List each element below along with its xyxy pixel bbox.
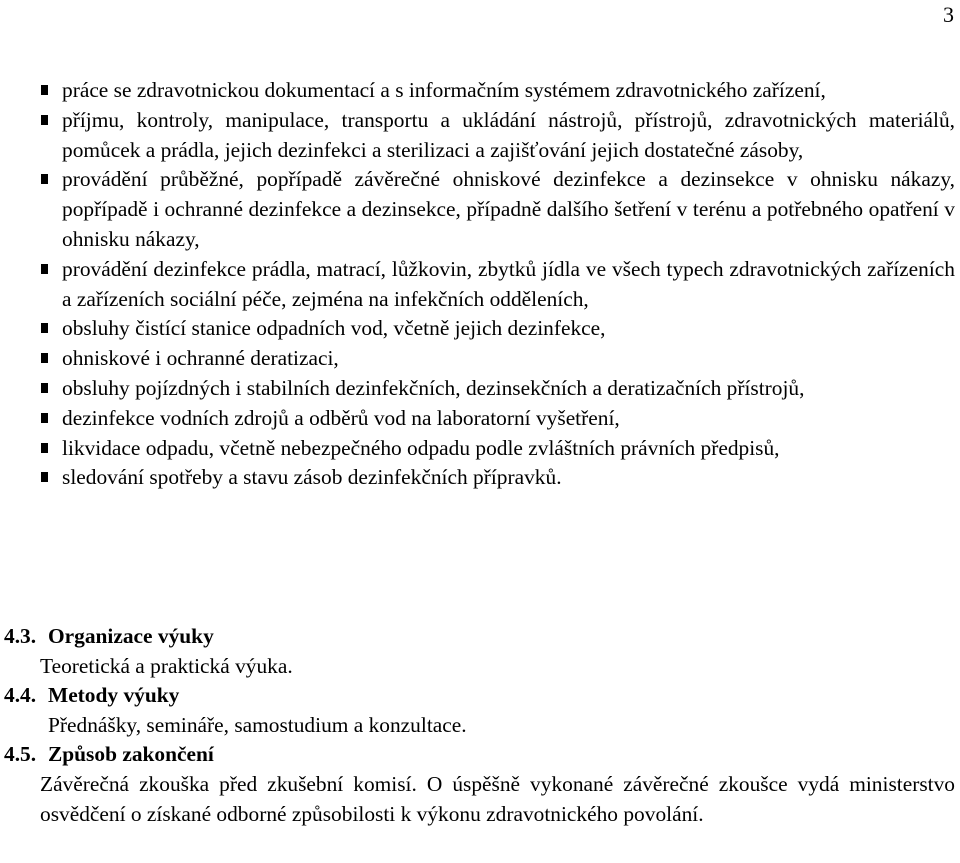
bullet-item-focal-disinfection [40,165,955,254]
section-methods [0,681,955,740]
bullet-text: likvidace odpadu, včetně nebezpečného odpadu podle zvláštních právních předpisů, [62,435,780,460]
square-bullet-icon [41,115,48,125]
bullet-text: obsluhy čistící stanice odpadních vod, včetně jejich dezinfekce, [62,316,606,341]
section-title: Organizace výuky [48,624,214,648]
section-body: Teoretická a praktická výuka. [40,654,293,678]
square-bullet-icon [41,323,48,333]
bullet-text: provádění průběžné, popřípadě závěrečné ohniskové dezinfekce a dezinsekce v ohnisku nákazy, popřípadě i ochranné dezinfekce a dezinsekce, případně dalšího šetření v terénu a potřebného opatření v ohnisku nákazy, [62,167,955,251]
section-organization [0,622,955,681]
bullet-item-linen-disinfection [40,255,955,315]
section-number: 4.3. [4,624,37,648]
bullet-text: ohniskové i ochranné deratizaci, [62,346,339,371]
bullet-text: sledování spotřeby a stavu zásob dezinfekčních přípravků. [62,465,562,490]
section-completion [0,740,955,829]
bullet-item-documentation [40,76,955,106]
bullet-item-devices [40,374,955,404]
square-bullet-icon [41,413,48,423]
square-bullet-icon [41,353,48,363]
section-number: 4.5. [4,742,37,766]
bullet-text: práce se zdravotnickou dokumentací a s informačním systémem zdravotnického zařízení, [62,78,826,102]
bullet-item-instruments [40,106,955,166]
section-heading [0,622,955,651]
section-heading [0,740,955,769]
square-bullet-icon [41,264,48,274]
section-title: Metody výuky [48,683,180,707]
bullet-item-water-sources [40,404,955,434]
bullet-text: příjmu, kontroly, manipulace, transportu a ukládání nástrojů, přístrojů, zdravotnických materiálů, pomůcek a prádla, jejich dezinfekci a sterilizaci a zajišťování jejich dostatečné zásoby, [62,107,955,162]
square-bullet-icon [41,383,48,393]
bullet-item-supplies [40,463,955,493]
square-bullet-icon [41,472,48,482]
section-body: Závěrečná zkouška před zkušební komisí. O úspěšně vykonané závěrečné zkoušce vydá ministerstvo osvědčení o získané odborné způsobilosti k výkonu zdravotnického povolání. [40,772,955,826]
bullet-text: dezinfekce vodních zdrojů a odběrů vod na laboratorní vyšetření, [62,405,620,430]
section-title: Způsob zakončení [48,742,214,766]
bullet-text: provádění dezinfekce prádla, matrací, lůžkovin, zbytků jídla ve všech typech zdravotnických zařízeních a zařízeních sociální péče, zejména na infekčních odděleních, [62,256,955,311]
bullet-item-waste-disposal [40,434,955,464]
sections-block [0,622,955,829]
bullet-item-deratization [40,344,955,374]
bullet-text: obsluhy pojízdných i stabilních dezinfekčních, dezinsekčních a deratizačních přístrojů, [62,375,805,400]
bullet-item-wastewater [40,314,955,344]
section-heading [0,681,955,710]
activity-bullet-list [40,76,955,493]
section-body: Přednášky, semináře, samostudium a konzultace. [48,713,467,737]
page-number: 3 [943,2,954,27]
square-bullet-icon [41,443,48,453]
square-bullet-icon [41,174,48,184]
section-number: 4.4. [4,683,37,707]
square-bullet-icon [41,85,48,95]
